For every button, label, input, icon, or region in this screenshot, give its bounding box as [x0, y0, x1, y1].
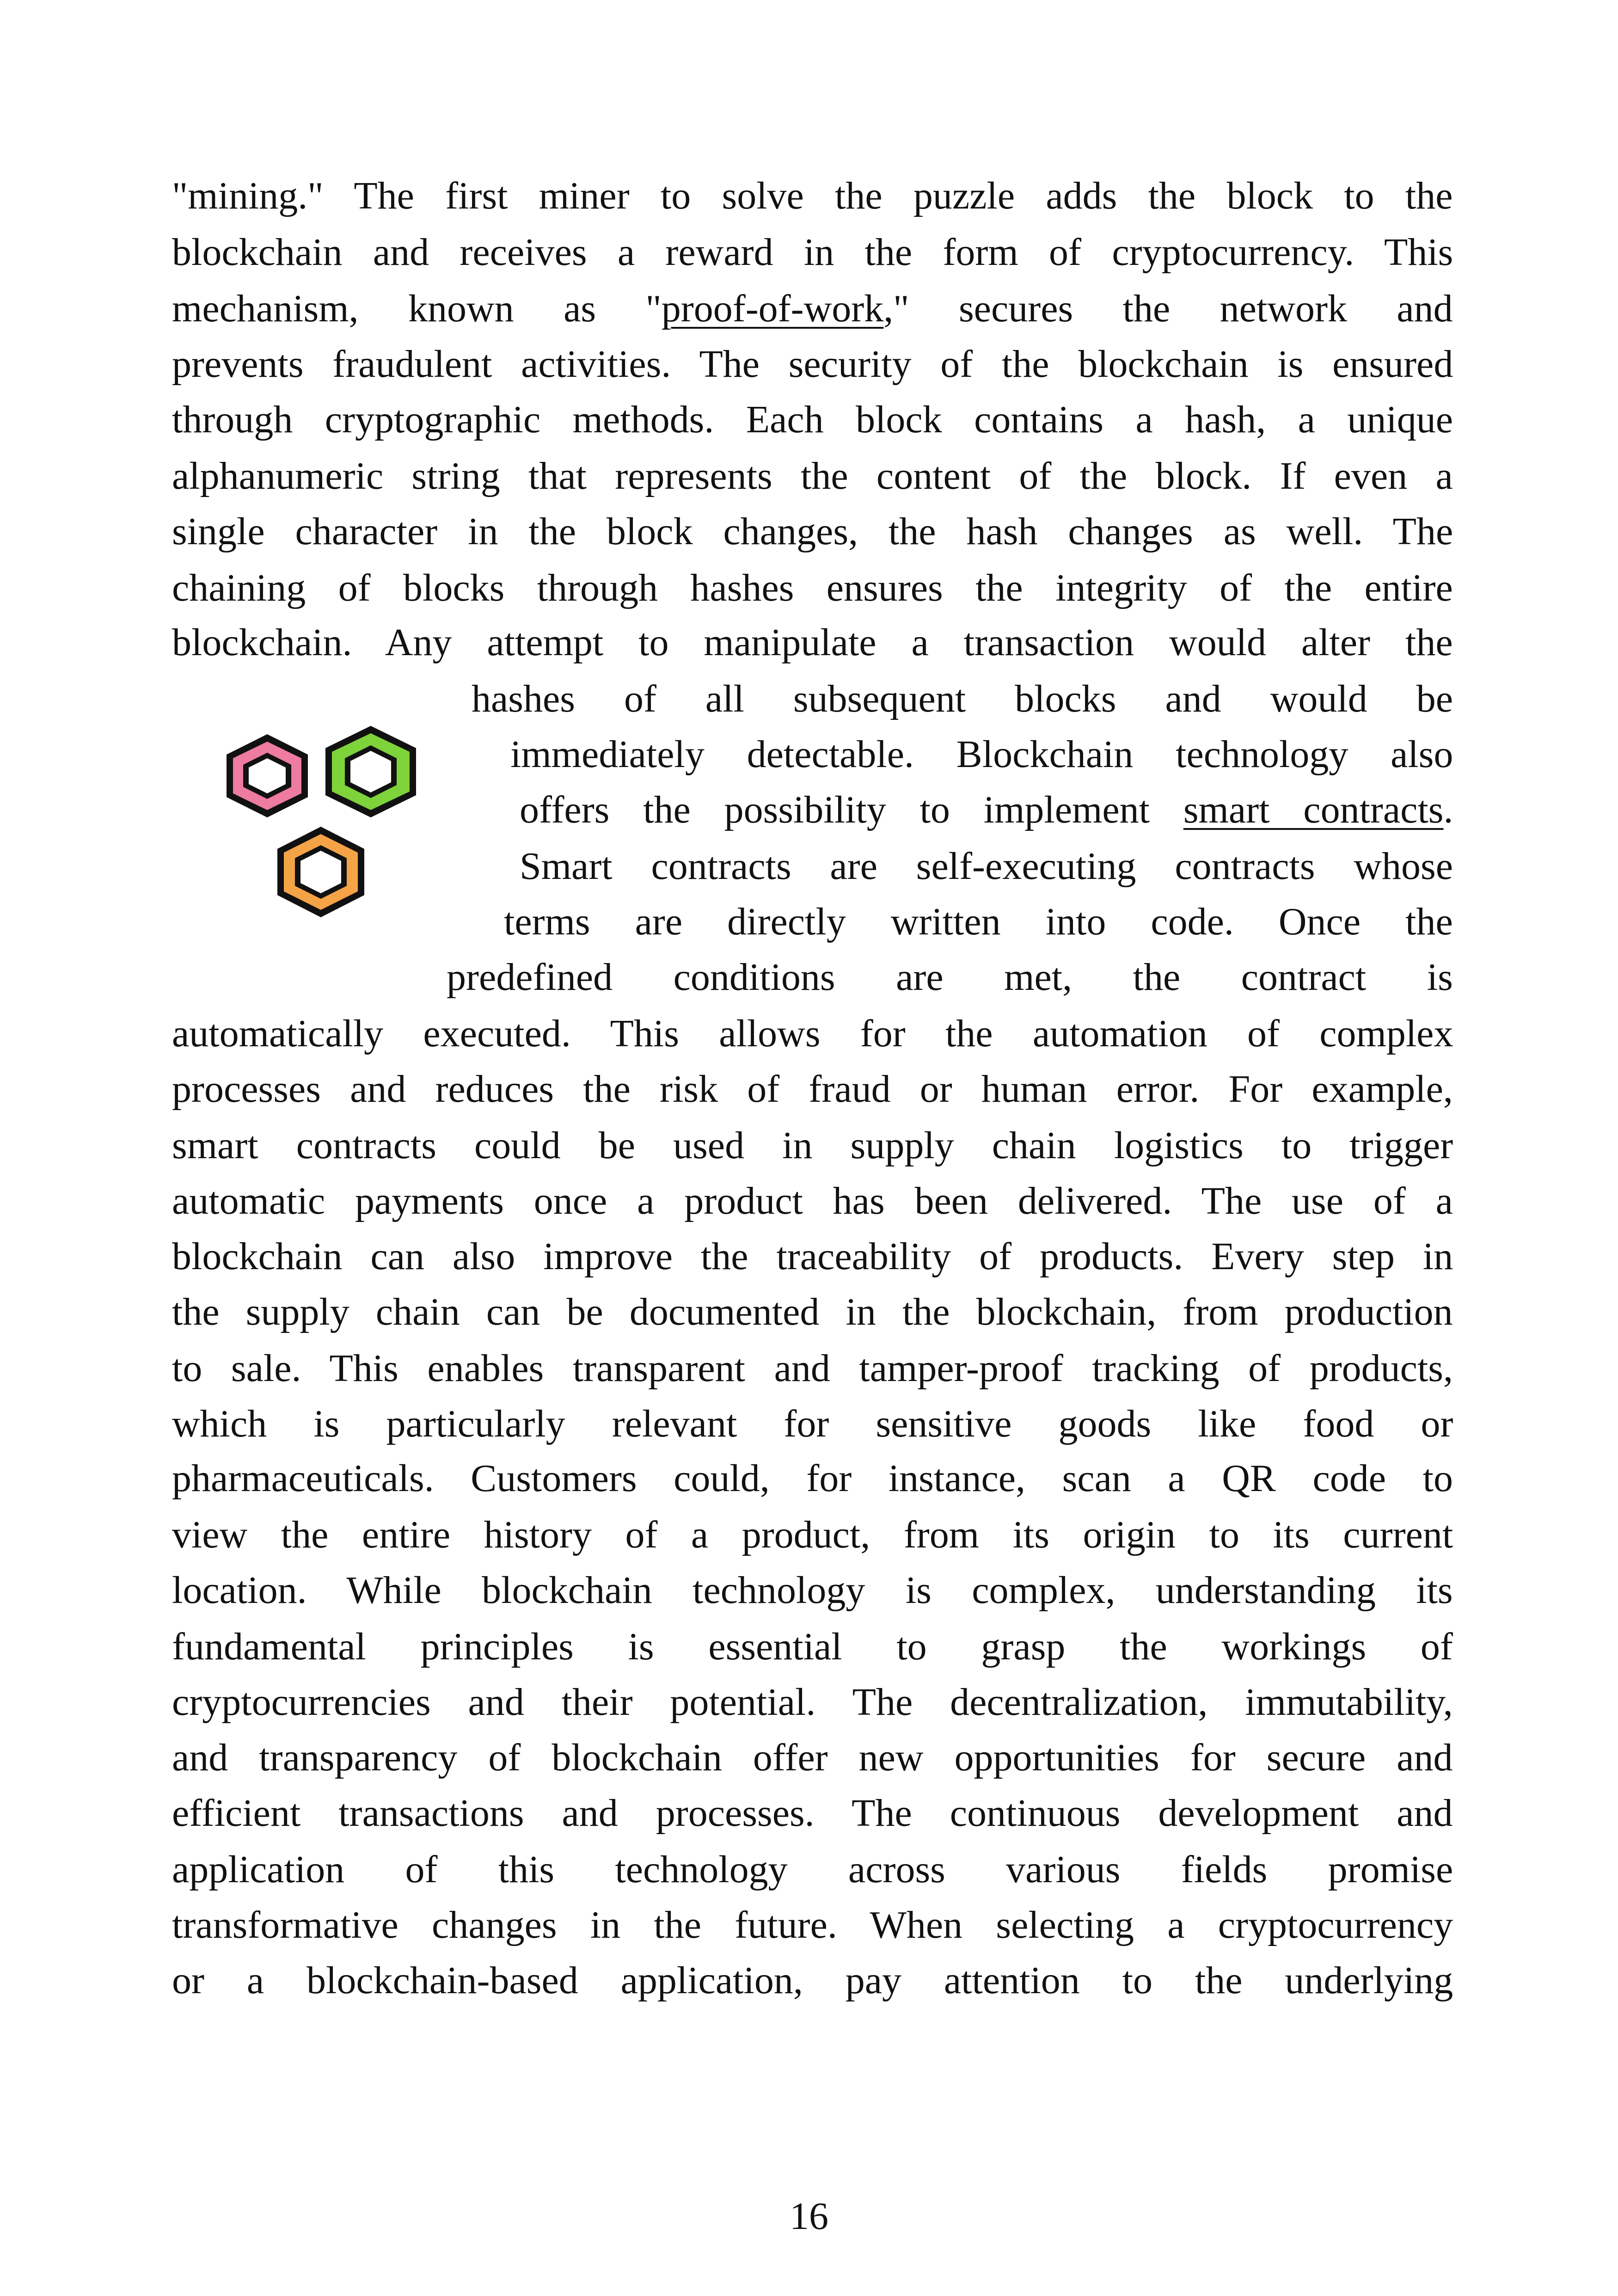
- text-line: terms are directly written into code. Once the: [504, 900, 1453, 943]
- text-line: and transparency of blockchain offer new opportunities for secure and: [172, 1736, 1453, 1779]
- text-line: [172, 286, 1453, 332]
- text-line: hashes of all subsequent blocks and would be: [472, 677, 1453, 720]
- text-line: immediately detectable. Blockchain technology also: [510, 733, 1453, 776]
- text-line: blockchain can also improve the traceability of products. Every step in: [172, 1235, 1453, 1278]
- hexagon-cluster-icon: [217, 721, 439, 948]
- line-text-after: .: [1443, 788, 1453, 831]
- text-line: which is particularly relevant for sensitive goods like food or: [172, 1402, 1453, 1445]
- text-line: chaining of blocks through hashes ensures the integrity of the entire: [172, 566, 1453, 609]
- text-line: single character in the block changes, the hash changes as well. The: [172, 510, 1453, 553]
- text-line: automatic payments once a product has been delivered. The use of a: [172, 1179, 1453, 1222]
- text-line: to sale. This enables transparent and tamper-proof tracking of products,: [172, 1347, 1453, 1390]
- text-line: through cryptographic methods. Each block contains a hash, a unique: [172, 398, 1453, 441]
- hexagon-green: [325, 726, 416, 817]
- text-line: the supply chain can be documented in the blockchain, from production: [172, 1290, 1453, 1333]
- text-line: efficient transactions and processes. The continuous development and: [172, 1792, 1453, 1835]
- page-number: 16: [790, 2195, 828, 2238]
- hexagon-orange: [277, 827, 364, 917]
- text-line: alphanumeric string that represents the content of the block. If even a: [172, 454, 1453, 497]
- hyperlink[interactable]: proof-of-work: [661, 287, 884, 330]
- text-line: view the entire history of a product, from its origin to its current: [172, 1513, 1453, 1556]
- text-line: location. While blockchain technology is complex, understanding its: [172, 1569, 1453, 1612]
- text-line: transformative changes in the future. When selecting a cryptocurrency: [172, 1903, 1453, 1946]
- text-line: processes and reduces the risk of fraud or human error. For example,: [172, 1068, 1453, 1111]
- text-line: pharmaceuticals. Customers could, for instance, scan a QR code to: [172, 1457, 1453, 1500]
- line-text-before: mechanism, known as ": [172, 287, 662, 330]
- text-line: "mining." The first miner to solve the puzzle adds the block to the: [172, 174, 1453, 217]
- line-text-before: offers the possibility to implement: [520, 788, 1183, 831]
- text-line: [520, 787, 1453, 833]
- text-line: automatically executed. This allows for the automation of complex: [172, 1012, 1453, 1055]
- text-line: Smart contracts are self-executing contracts whose: [520, 845, 1453, 888]
- hyperlink[interactable]: smart contracts: [1183, 788, 1444, 831]
- text-line: prevents fraudulent activities. The security of the blockchain is ensured: [172, 343, 1453, 386]
- text-line: application of this technology across various fields promise: [172, 1848, 1453, 1891]
- text-line: blockchain and receives a reward in the form of cryptocurrency. This: [172, 231, 1453, 274]
- text-line: fundamental principles is essential to grasp the workings of: [172, 1625, 1453, 1668]
- text-line: or a blockchain-based application, pay attention to the underlying: [172, 1959, 1453, 2002]
- hexagon-pink: [227, 734, 308, 817]
- text-line: predefined conditions are met, the contract is: [447, 956, 1453, 999]
- text-line: blockchain. Any attempt to manipulate a transaction would alter the: [172, 621, 1453, 664]
- text-line: cryptocurrencies and their potential. The decentralization, immutability,: [172, 1681, 1453, 1724]
- text-line: smart contracts could be used in supply chain logistics to trigger: [172, 1124, 1453, 1167]
- line-text-after: ," secures the network and: [883, 287, 1453, 330]
